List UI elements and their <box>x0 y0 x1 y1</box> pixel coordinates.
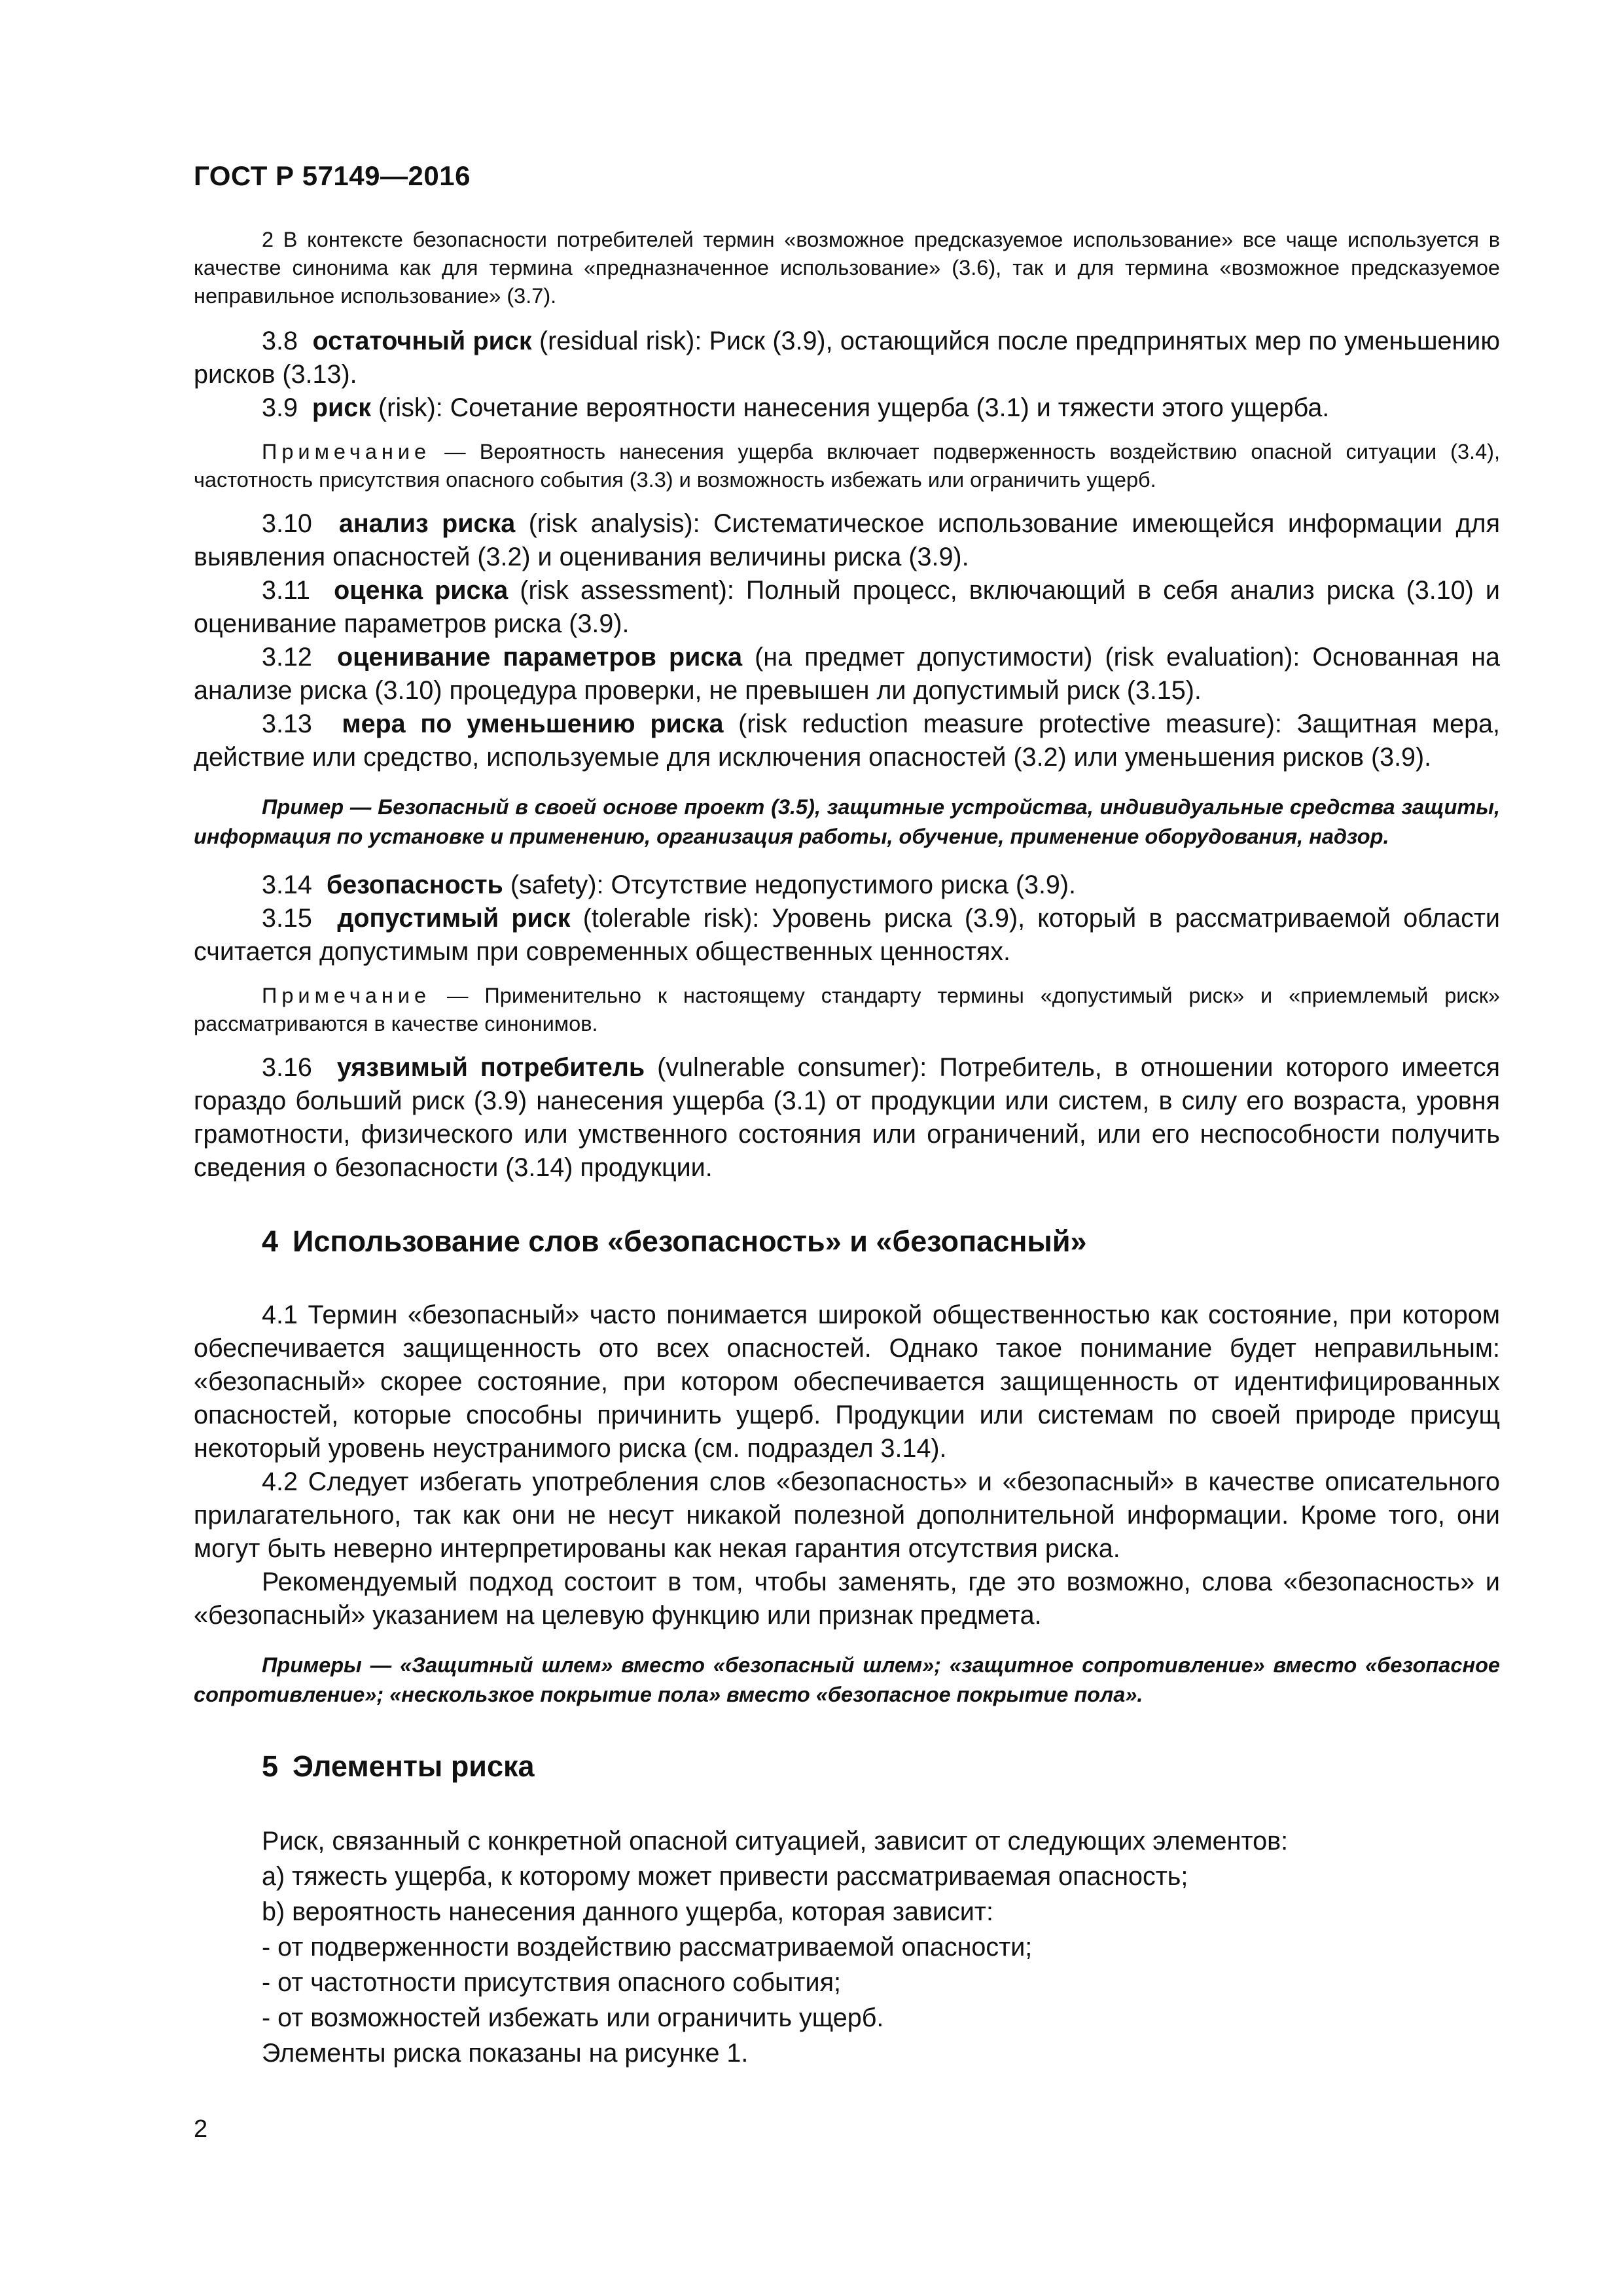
definition-text: (на предмет допустимости) (risk evaluation): Основанная на анализе риска (3.10) процедура проверки, не превышен ли допустимый риск (3.15). <box>194 643 1500 705</box>
paragraph-recommendation: Рекомендуемый подход состоит в том, чтобы заменять, где это возможно, слова «безопасность» и «безопасный» указанием на целевую функцию или признак предмета. <box>194 1568 1500 1630</box>
list-item: - от частотности присутствия опасного события; <box>262 1968 841 1997</box>
note-block <box>194 982 1500 1038</box>
definition-term: риск <box>312 393 372 422</box>
definition-number: 3.16 <box>262 1053 312 1082</box>
section-number: 5 <box>262 1749 279 1783</box>
definition-number: 3.14 <box>262 870 312 899</box>
definition-3-8 <box>194 325 1500 391</box>
definition-text: (vulnerable consumer): Потребитель, в отношении которого имеется гораздо больший риск (3.9) нанесения ущерба (3.1) от продукции или систем, в силу его возраста, уровня грамотности, физического или умственного состояния или ограничений, или его неспособности получить сведения о безопасности (3.14) продукции. <box>194 1053 1500 1182</box>
note-text: — Вероятность нанесения ущерба включает подверженность воздействию опасной ситуации (3.4), частотность присутствия опасного события (3.3) и возможность избежать или ограничить ущерб. <box>194 440 1500 492</box>
note-paragraph: 2 В контексте безопасности потребителей термин «возможное предсказуемое использование» все чаще используется в качестве синонима как для термина «предназначенное использование» (3.6), так и для термина «возможное предсказуемое неправильное использование» (3.7). <box>194 228 1500 308</box>
definition-text: (risk): Сочетание вероятности нанесения ущерба (3.1) и тяжести этого ущерба. <box>371 393 1330 422</box>
document-body <box>194 226 1500 2071</box>
definition-term: безопасность <box>326 870 503 899</box>
list-item: а) тяжесть ущерба, к которому может привести рассматриваемая опасность; <box>262 1862 1188 1891</box>
definition-number: 3.9 <box>262 393 298 422</box>
definition-number: 3.13 <box>262 709 312 738</box>
examples-block: Примеры — «Защитный шлем» вместо «безопасный шлем»; «защитное сопротивление» вместо «безопасное сопротивление»; «нескользкое покрытие пола» вместо «безопасное покрытие пола». <box>194 1653 1500 1706</box>
definition-3-13 <box>194 708 1500 774</box>
section-title: Использование слов «безопасность» и «безопасный» <box>293 1225 1087 1258</box>
definition-term: мера по уменьшению риска <box>342 709 724 738</box>
definition-number: 3.11 <box>262 576 310 605</box>
document-header: ГОСТ Р 57149—2016 <box>194 160 471 191</box>
definition-number: 3.8 <box>262 327 298 355</box>
paragraph-4-1: 4.1 Термин «безопасный» часто понимается широкой общественностью как состояние, при котором обеспечивается защищенность ото всех опасностей. Однако такое понимание будет неправильным: «безопасный» скорее состояние, при котором обеспечивается защищенность от идентифицированных опасностей, которые способны причинить ущерб. Продукции или системам по своей природе присущ некоторый уровень неустранимого риска (см. подраздел 3.14). <box>194 1300 1500 1463</box>
paragraph-5-intro: Риск, связанный с конкретной опасной ситуацией, зависит от следующих элементов: <box>262 1827 1289 1856</box>
example-block: Пример — Безопасный в своей основе проект (3.5), защитные устройства, индивидуальные средства защиты, информация по установке и применению, организация работы, обучение, применение оборудования, надзор. <box>194 795 1500 848</box>
definition-text: (risk reduction measure protective measure): Защитная мера, действие или средство, используемые для исключения опасностей (3.2) или уменьшения рисков (3.9). <box>194 709 1500 772</box>
definition-term: уязвимый потребитель <box>336 1053 645 1082</box>
definition-text: (residual risk): Риск (3.9), остающийся после предпринятых мер по уменьшению рисков (3.13). <box>194 327 1500 389</box>
definition-term: анализ риска <box>338 509 516 538</box>
definition-term: допустимый риск <box>337 904 571 933</box>
list-item: - от подверженности воздействию рассматриваемой опасности; <box>262 1933 1033 1962</box>
definition-3-16 <box>194 1051 1500 1185</box>
definition-term: оценка риска <box>334 576 508 605</box>
section-number: 4 <box>262 1225 279 1258</box>
definition-3-15 <box>194 902 1500 969</box>
note-text: — Применительно к настоящему стандарту термины «допустимый риск» и «приемлемый риск» рассматриваются в качестве синонимов. <box>194 984 1500 1035</box>
list-item: b) вероятность нанесения данного ущерба, которая зависит: <box>262 1897 993 1926</box>
list-item: - от возможностей избежать или ограничить ущерб. <box>262 2003 884 2032</box>
paragraph-4-2: 4.2 Следует избегать употребления слов «безопасность» и «безопасный» в качестве описательного прилагательного, так как они не несут никакой полезной дополнительной информации. Кроме того, они могут быть неверно интерпретированы как некая гарантия отсутствия риска. <box>194 1467 1500 1563</box>
definition-3-12 <box>194 641 1500 708</box>
definition-3-10 <box>194 507 1500 574</box>
note-label: Примечание <box>262 984 431 1007</box>
definition-number: 3.15 <box>262 904 312 933</box>
definition-number: 3.12 <box>262 643 312 672</box>
definition-term: остаточный риск <box>312 327 532 355</box>
note-label: Примечание <box>262 440 431 463</box>
definition-text: (risk analysis): Систематическое использование имеющейся информации для выявления опасностей (3.2) и оценивания величины риска (3.9). <box>194 509 1500 571</box>
definition-3-11 <box>194 574 1500 641</box>
definition-text: (safety): Отсутствие недопустимого риска (3.9). <box>503 870 1077 899</box>
definition-term: оценивание параметров риска <box>337 643 743 672</box>
definition-text: (risk assessment): Полный процесс, включающий в себя анализ риска (3.10) и оценивание параметров риска (3.9). <box>194 576 1500 638</box>
section-heading-5 <box>262 1748 1500 1785</box>
section-heading-4 <box>262 1223 1500 1261</box>
definition-3-14 <box>194 869 1500 902</box>
note-block <box>194 438 1500 494</box>
paragraph-figure-ref: Элементы риска показаны на рисунке 1. <box>262 2039 749 2068</box>
definition-number: 3.10 <box>262 509 312 538</box>
section-title: Элементы риска <box>293 1749 535 1783</box>
definition-text: (tolerable risk): Уровень риска (3.9), который в рассматриваемой области считается допустимым при современных общественных ценностях. <box>194 904 1500 966</box>
definition-3-9 <box>194 391 1500 425</box>
page-number: 2 <box>194 2115 208 2143</box>
